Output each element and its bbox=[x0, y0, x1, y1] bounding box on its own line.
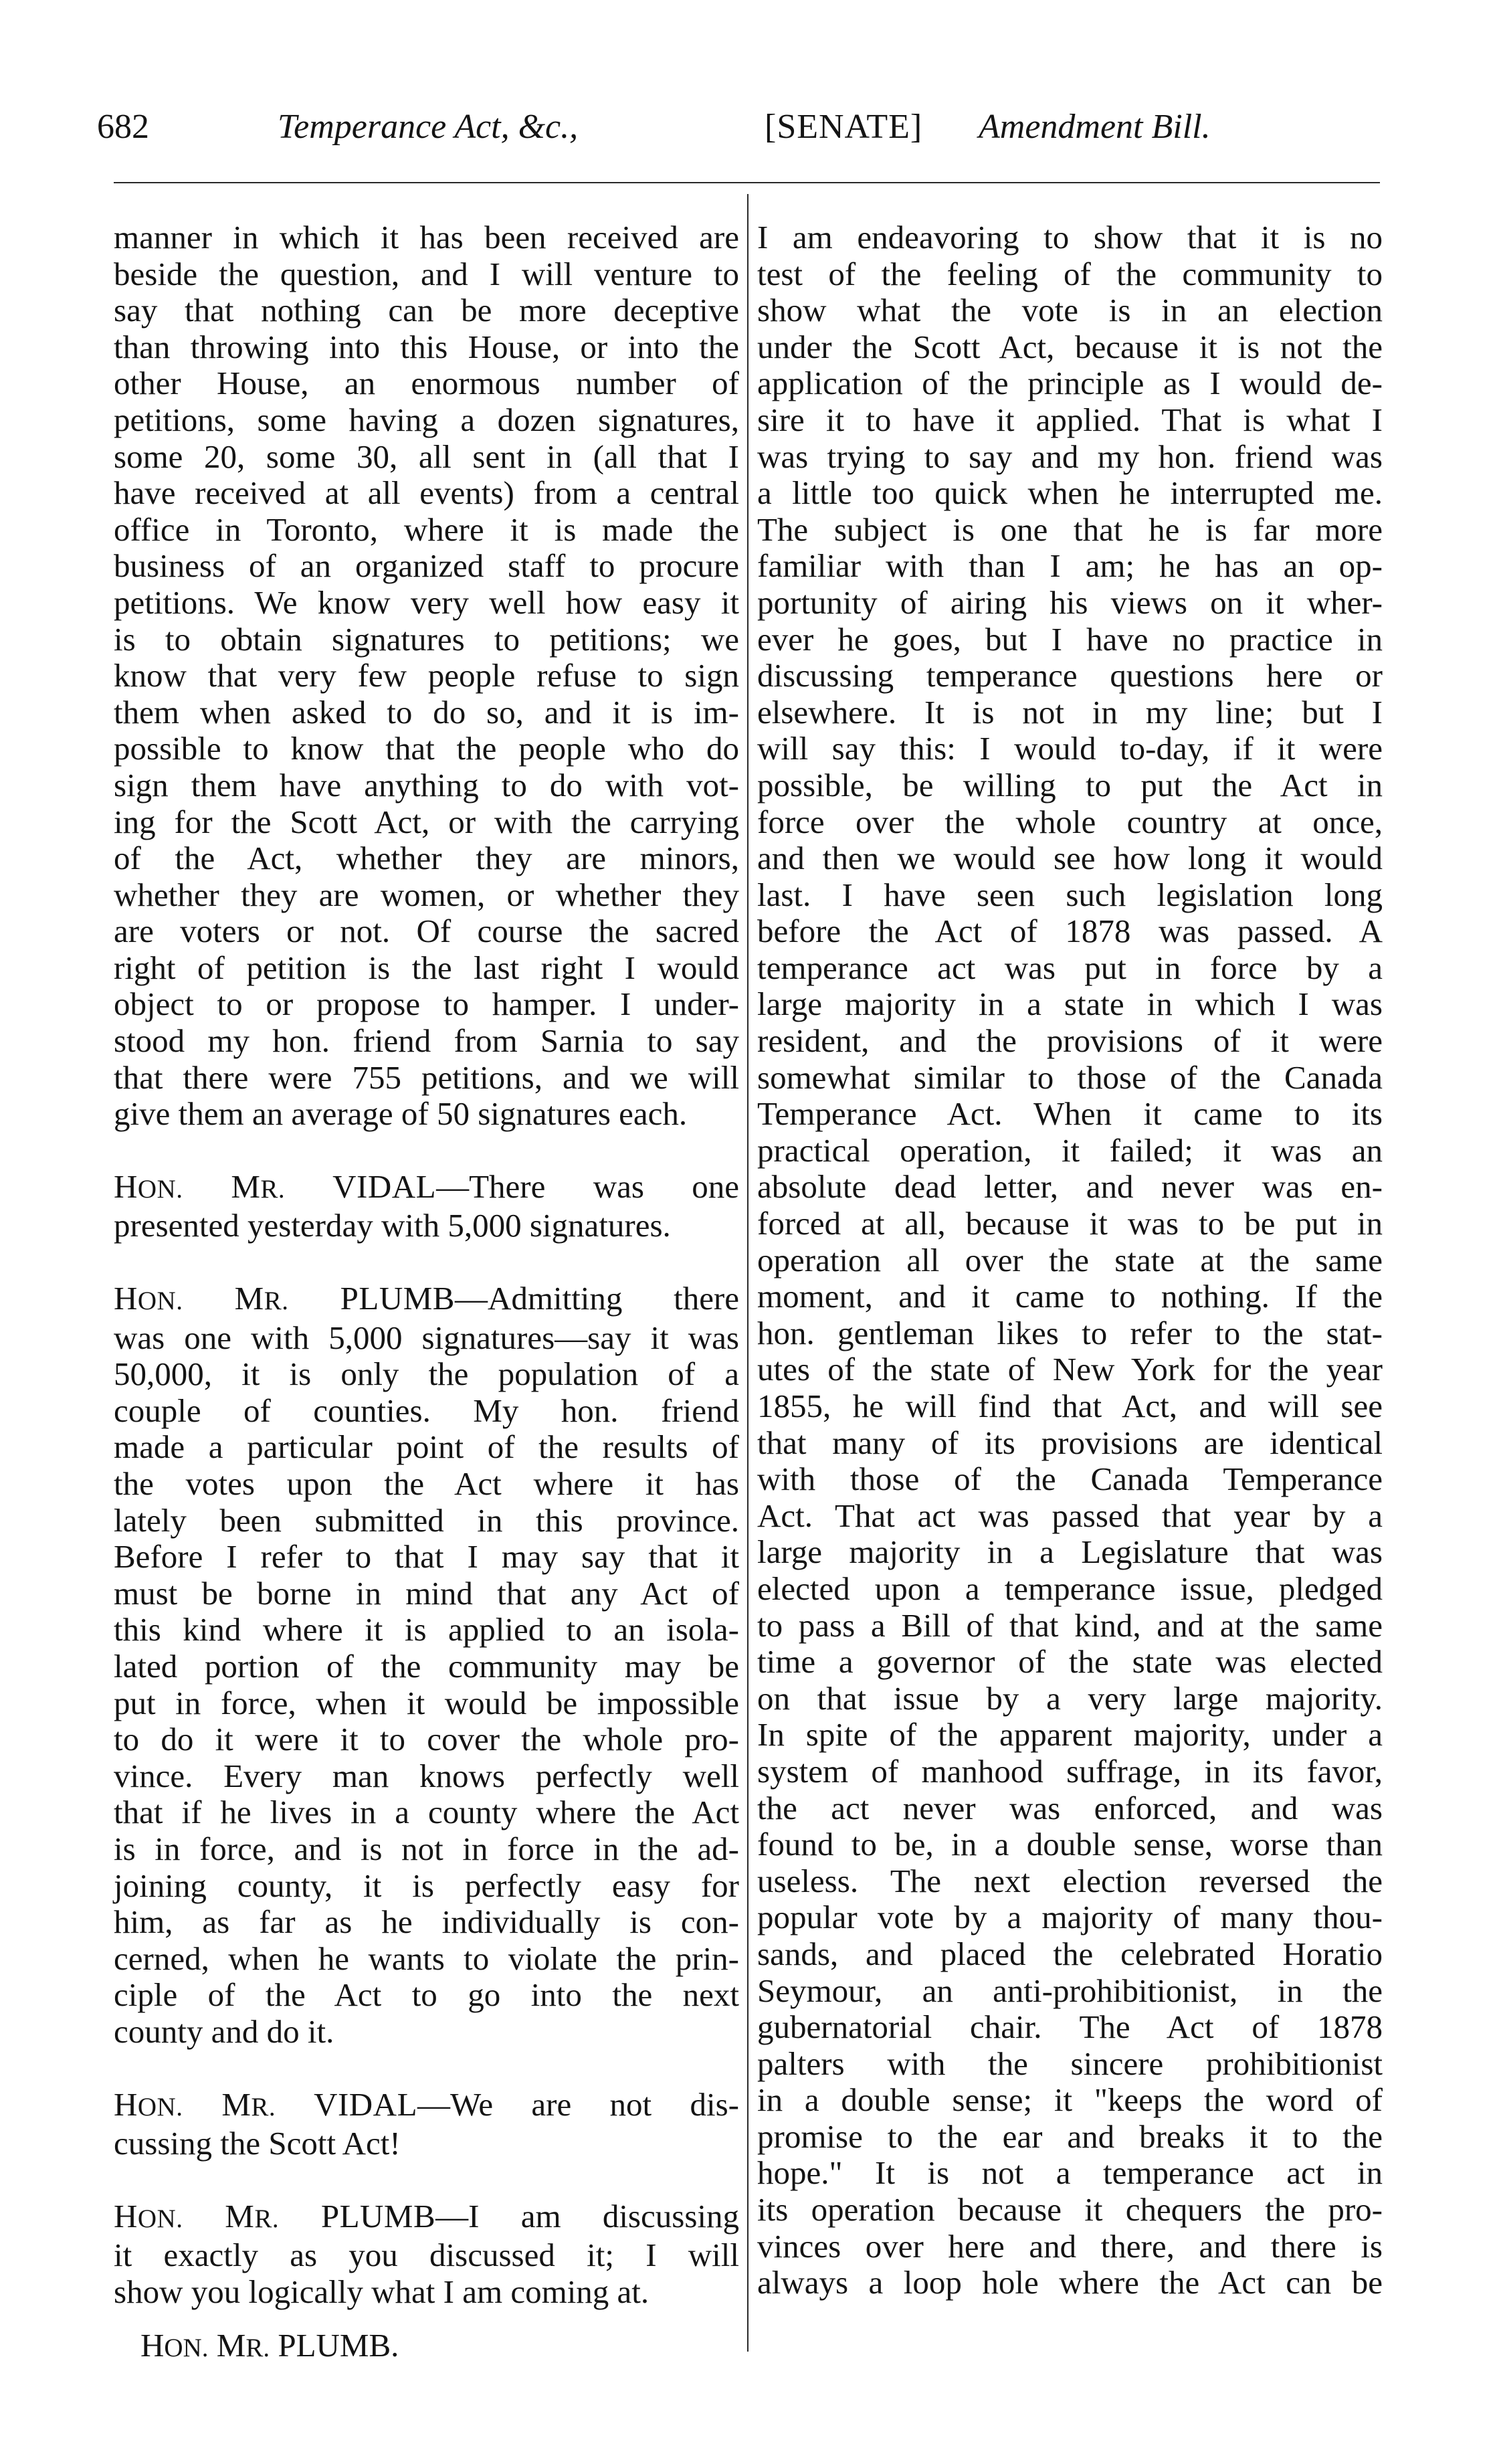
text-line: that if he lives in a county where the Act bbox=[114, 1794, 739, 1831]
footer-speaker: HON. MR. PLUMB. bbox=[140, 2327, 399, 2364]
text-line: Temperance Act. When it came to its bbox=[757, 1095, 1383, 1133]
text-line: Seymour, an anti-prohibitionist, in the bbox=[757, 1972, 1383, 2009]
text-line: large majority in a Legislature that was bbox=[757, 1533, 1383, 1571]
text-line: operation all over the state at the same bbox=[757, 1241, 1383, 1278]
text-line: system of manhood suffrage, in its favor, bbox=[757, 1752, 1383, 1790]
text-line: application of the principle as I would de- bbox=[757, 365, 1383, 402]
text-line: force over the whole country at once, bbox=[757, 803, 1383, 840]
text-line: In spite of the apparent majority, under a bbox=[757, 1716, 1383, 1754]
text-line: popular vote by a majority of many thou- bbox=[757, 1899, 1383, 1936]
text-line: county and do it. bbox=[114, 2012, 334, 2050]
speech-vidal-2: HON. MR. VIDAL—We are not dis- bbox=[114, 2085, 739, 2123]
text-line: moment, and it came to nothing. If the bbox=[757, 1278, 1383, 1315]
bill-label: Amendment Bill. bbox=[979, 108, 1211, 146]
text-line: petitions. We know very well how easy it bbox=[114, 583, 739, 621]
speaker-name: HON. MR. VIDAL bbox=[114, 1167, 437, 1205]
text-line: somewhat similar to those of the Canada bbox=[757, 1058, 1383, 1096]
text-line: couple of counties. My hon. friend bbox=[114, 1392, 739, 1429]
text-line: absolute dead letter, and never was en- bbox=[757, 1168, 1383, 1206]
text-line: that many of its provisions are identical bbox=[757, 1424, 1383, 1461]
text-line: before the Act of 1878 was passed. A bbox=[757, 913, 1383, 950]
text-line: hope." It is not a temperance act in bbox=[757, 2154, 1383, 2192]
text-line: discussing temperance questions here or bbox=[757, 657, 1383, 694]
page-number: 682 bbox=[97, 108, 149, 146]
text-line: other House, an enormous number of bbox=[114, 365, 739, 402]
text-line: always a loop hole where the Act can be bbox=[757, 2264, 1383, 2301]
text-line: utes of the state of New York for the year bbox=[757, 1351, 1383, 1388]
text-line: joining county, it is perfectly easy for bbox=[114, 1867, 739, 1904]
text-line: right of petition is the last right I would bbox=[114, 949, 739, 986]
text-line: practical operation, it failed; it was an bbox=[757, 1131, 1383, 1169]
text-line: made a particular point of the results of bbox=[114, 1428, 739, 1466]
text-line: show you logically what I am coming at. bbox=[114, 2273, 650, 2310]
text-line: useless. The next election reversed the bbox=[757, 1862, 1383, 1899]
text-line: of the Act, whether they are minors, bbox=[114, 840, 739, 877]
text-line: sign them have anything to do with vot- bbox=[114, 766, 739, 803]
text-line: the votes upon the Act where it has bbox=[114, 1465, 739, 1502]
text-line: resident, and the provisions of it were bbox=[757, 1022, 1383, 1060]
text-line: with those of the Canada Temperance bbox=[757, 1460, 1383, 1498]
text-line: some 20, some 30, all sent in (all that I bbox=[114, 438, 739, 475]
text-line: petitions, some having a dozen signatures, bbox=[114, 401, 739, 438]
text-line: that there were 755 petitions, and we will bbox=[114, 1058, 739, 1096]
text-line: presented yesterday with 5,000 signatures. bbox=[114, 1207, 671, 1244]
text-line: ciple of the Act to go into the next bbox=[114, 1976, 739, 2014]
text-line: temperance act was put in force by a bbox=[757, 949, 1383, 986]
text-line: Act. That act was passed that year by a bbox=[757, 1497, 1383, 1534]
text-line: time a governor of the state was elected bbox=[757, 1643, 1383, 1681]
text-line: promise to the ear and breaks it to the bbox=[757, 2117, 1383, 2155]
text-line: is to obtain signatures to petitions; we bbox=[114, 620, 739, 658]
text-line: possible, be willing to put the Act in bbox=[757, 766, 1383, 803]
text-line: gubernatorial chair. The Act of 1878 bbox=[757, 2008, 1383, 2046]
text-line: it exactly as you discussed it; I will bbox=[114, 2237, 739, 2274]
text-line: hon. gentleman likes to refer to the stat- bbox=[757, 1314, 1383, 1351]
text-line: them when asked to do so, and it is im- bbox=[114, 693, 739, 731]
text-line: him, as far as he individually is con- bbox=[114, 1903, 739, 1941]
text-line: stood my hon. friend from Sarnia to say bbox=[114, 1022, 739, 1060]
text-line: must be borne in mind that any Act of bbox=[114, 1574, 739, 1612]
column-divider bbox=[747, 194, 749, 2352]
text-line: is in force, and is not in force in the ad- bbox=[114, 1830, 739, 1867]
text-line: elsewhere. It is not in my line; but I bbox=[757, 693, 1383, 731]
text-line: elected upon a temperance issue, pledged bbox=[757, 1570, 1383, 1607]
text-line: was one with 5,000 signatures—say it was bbox=[114, 1319, 739, 1356]
text-line: portunity of airing his views on it wher- bbox=[757, 583, 1383, 621]
text-line: and then we would see how long it would bbox=[757, 840, 1383, 877]
header-rule bbox=[114, 182, 1380, 183]
left-column bbox=[114, 219, 739, 2310]
text-line: this kind where it is applied to an isola- bbox=[114, 1611, 739, 1648]
text-line: business of an organized staff to procure bbox=[114, 547, 739, 585]
text-line: say that nothing can be more deceptive bbox=[114, 292, 739, 329]
text-line: whether they are women, or whether they bbox=[114, 876, 739, 913]
text-line: cussing the Scott Act! bbox=[114, 2125, 401, 2162]
text-line: forced at all, because it was to be put in bbox=[757, 1205, 1383, 1242]
text-line: familiar with than I am; he has an op- bbox=[757, 547, 1383, 585]
text-line: know that very few people refuse to sign bbox=[114, 657, 739, 694]
running-title: Temperance Act, &c., bbox=[278, 108, 579, 146]
text-line: manner in which it has been received are bbox=[114, 219, 739, 256]
text-line: ing for the Scott Act, or with the carrying bbox=[114, 803, 739, 840]
text-line: have received at all events) from a central bbox=[114, 474, 739, 512]
text-line: Before I refer to that I may say that it bbox=[114, 1538, 739, 1576]
text-line: The subject is one that he is far more bbox=[757, 510, 1383, 548]
text-line: will say this: I would to-day, if it were bbox=[757, 730, 1383, 767]
text-line: under the Scott Act, because it is not the bbox=[757, 328, 1383, 365]
text-line: than throwing into this House, or into the bbox=[114, 328, 739, 365]
speaker-name: HON. MR. PLUMB bbox=[114, 1280, 455, 1317]
text-line: show what the vote is in an election bbox=[757, 292, 1383, 329]
text-line: I am endeavoring to show that it is no bbox=[757, 219, 1383, 256]
text-line: cerned, when he wants to violate the prin- bbox=[114, 1939, 739, 1977]
text-line: beside the question, and I will venture to bbox=[114, 255, 739, 292]
text-line: vince. Every man knows perfectly well bbox=[114, 1757, 739, 1794]
text-line: on that issue by a very large majority. bbox=[757, 1679, 1383, 1717]
text-line: sands, and placed the celebrated Horatio bbox=[757, 1935, 1383, 1972]
text-line: lated portion of the community may be bbox=[114, 1647, 739, 1685]
text-line: found to be, in a double sense, worse than bbox=[757, 1826, 1383, 1863]
speech-vidal-1: HON. MR. VIDAL—There was one bbox=[114, 1167, 740, 1205]
text-line: 1855, he will find that Act, and will see bbox=[757, 1388, 1383, 1424]
text-line: lately been submitted in this province. bbox=[114, 1501, 739, 1539]
speaker-name: HON. MR. VIDAL bbox=[114, 2085, 418, 2123]
text-line: palters with the sincere prohibitionist bbox=[757, 2045, 1383, 2082]
text-line: vinces over here and there, and there is bbox=[757, 2227, 1383, 2265]
text-line: ever he goes, but I have no practice in bbox=[757, 620, 1383, 658]
text-line: possible to know that the people who do bbox=[114, 730, 739, 767]
text-line: are voters or not. Of course the sacred bbox=[114, 913, 739, 950]
text-line: object to or propose to hamper. I under- bbox=[114, 985, 739, 1023]
text-line: its operation because it chequers the pro- bbox=[757, 2191, 1383, 2229]
text-line: put in force, when it would be impossible bbox=[114, 1684, 739, 1721]
speech-plumb-2: HON. MR. PLUMB—I am discussing bbox=[114, 2197, 740, 2235]
text-line: in a double sense; it "keeps the word of bbox=[757, 2081, 1383, 2119]
speech-plumb-1: HON. MR. PLUMB—Admitting there bbox=[114, 1280, 740, 1317]
text-line: the act never was enforced, and was bbox=[757, 1789, 1383, 1826]
chamber-label: [SENATE] bbox=[765, 108, 923, 146]
right-column bbox=[757, 219, 1383, 2301]
text-line: test of the feeling of the community to bbox=[757, 255, 1383, 292]
running-head bbox=[97, 100, 1381, 154]
text-line: sire it to have it applied. That is what I bbox=[757, 401, 1383, 438]
text-line: give them an average of 50 signatures each. bbox=[114, 1095, 688, 1133]
text-line: a little too quick when he interrupted me. bbox=[757, 474, 1383, 512]
text-line: office in Toronto, where it is made the bbox=[114, 510, 739, 548]
text-line: large majority in a state in which I was bbox=[757, 985, 1383, 1023]
text-line: was trying to say and my hon. friend was bbox=[757, 438, 1383, 475]
speaker-name: HON. MR. PLUMB bbox=[114, 2197, 436, 2235]
text-line: to do it were it to cover the whole pro- bbox=[114, 1721, 739, 1758]
text-line: 50,000, it is only the population of a bbox=[114, 1355, 739, 1393]
text-line: to pass a Bill of that kind, and at the same bbox=[757, 1606, 1383, 1644]
text-line: last. I have seen such legislation long bbox=[757, 876, 1383, 913]
